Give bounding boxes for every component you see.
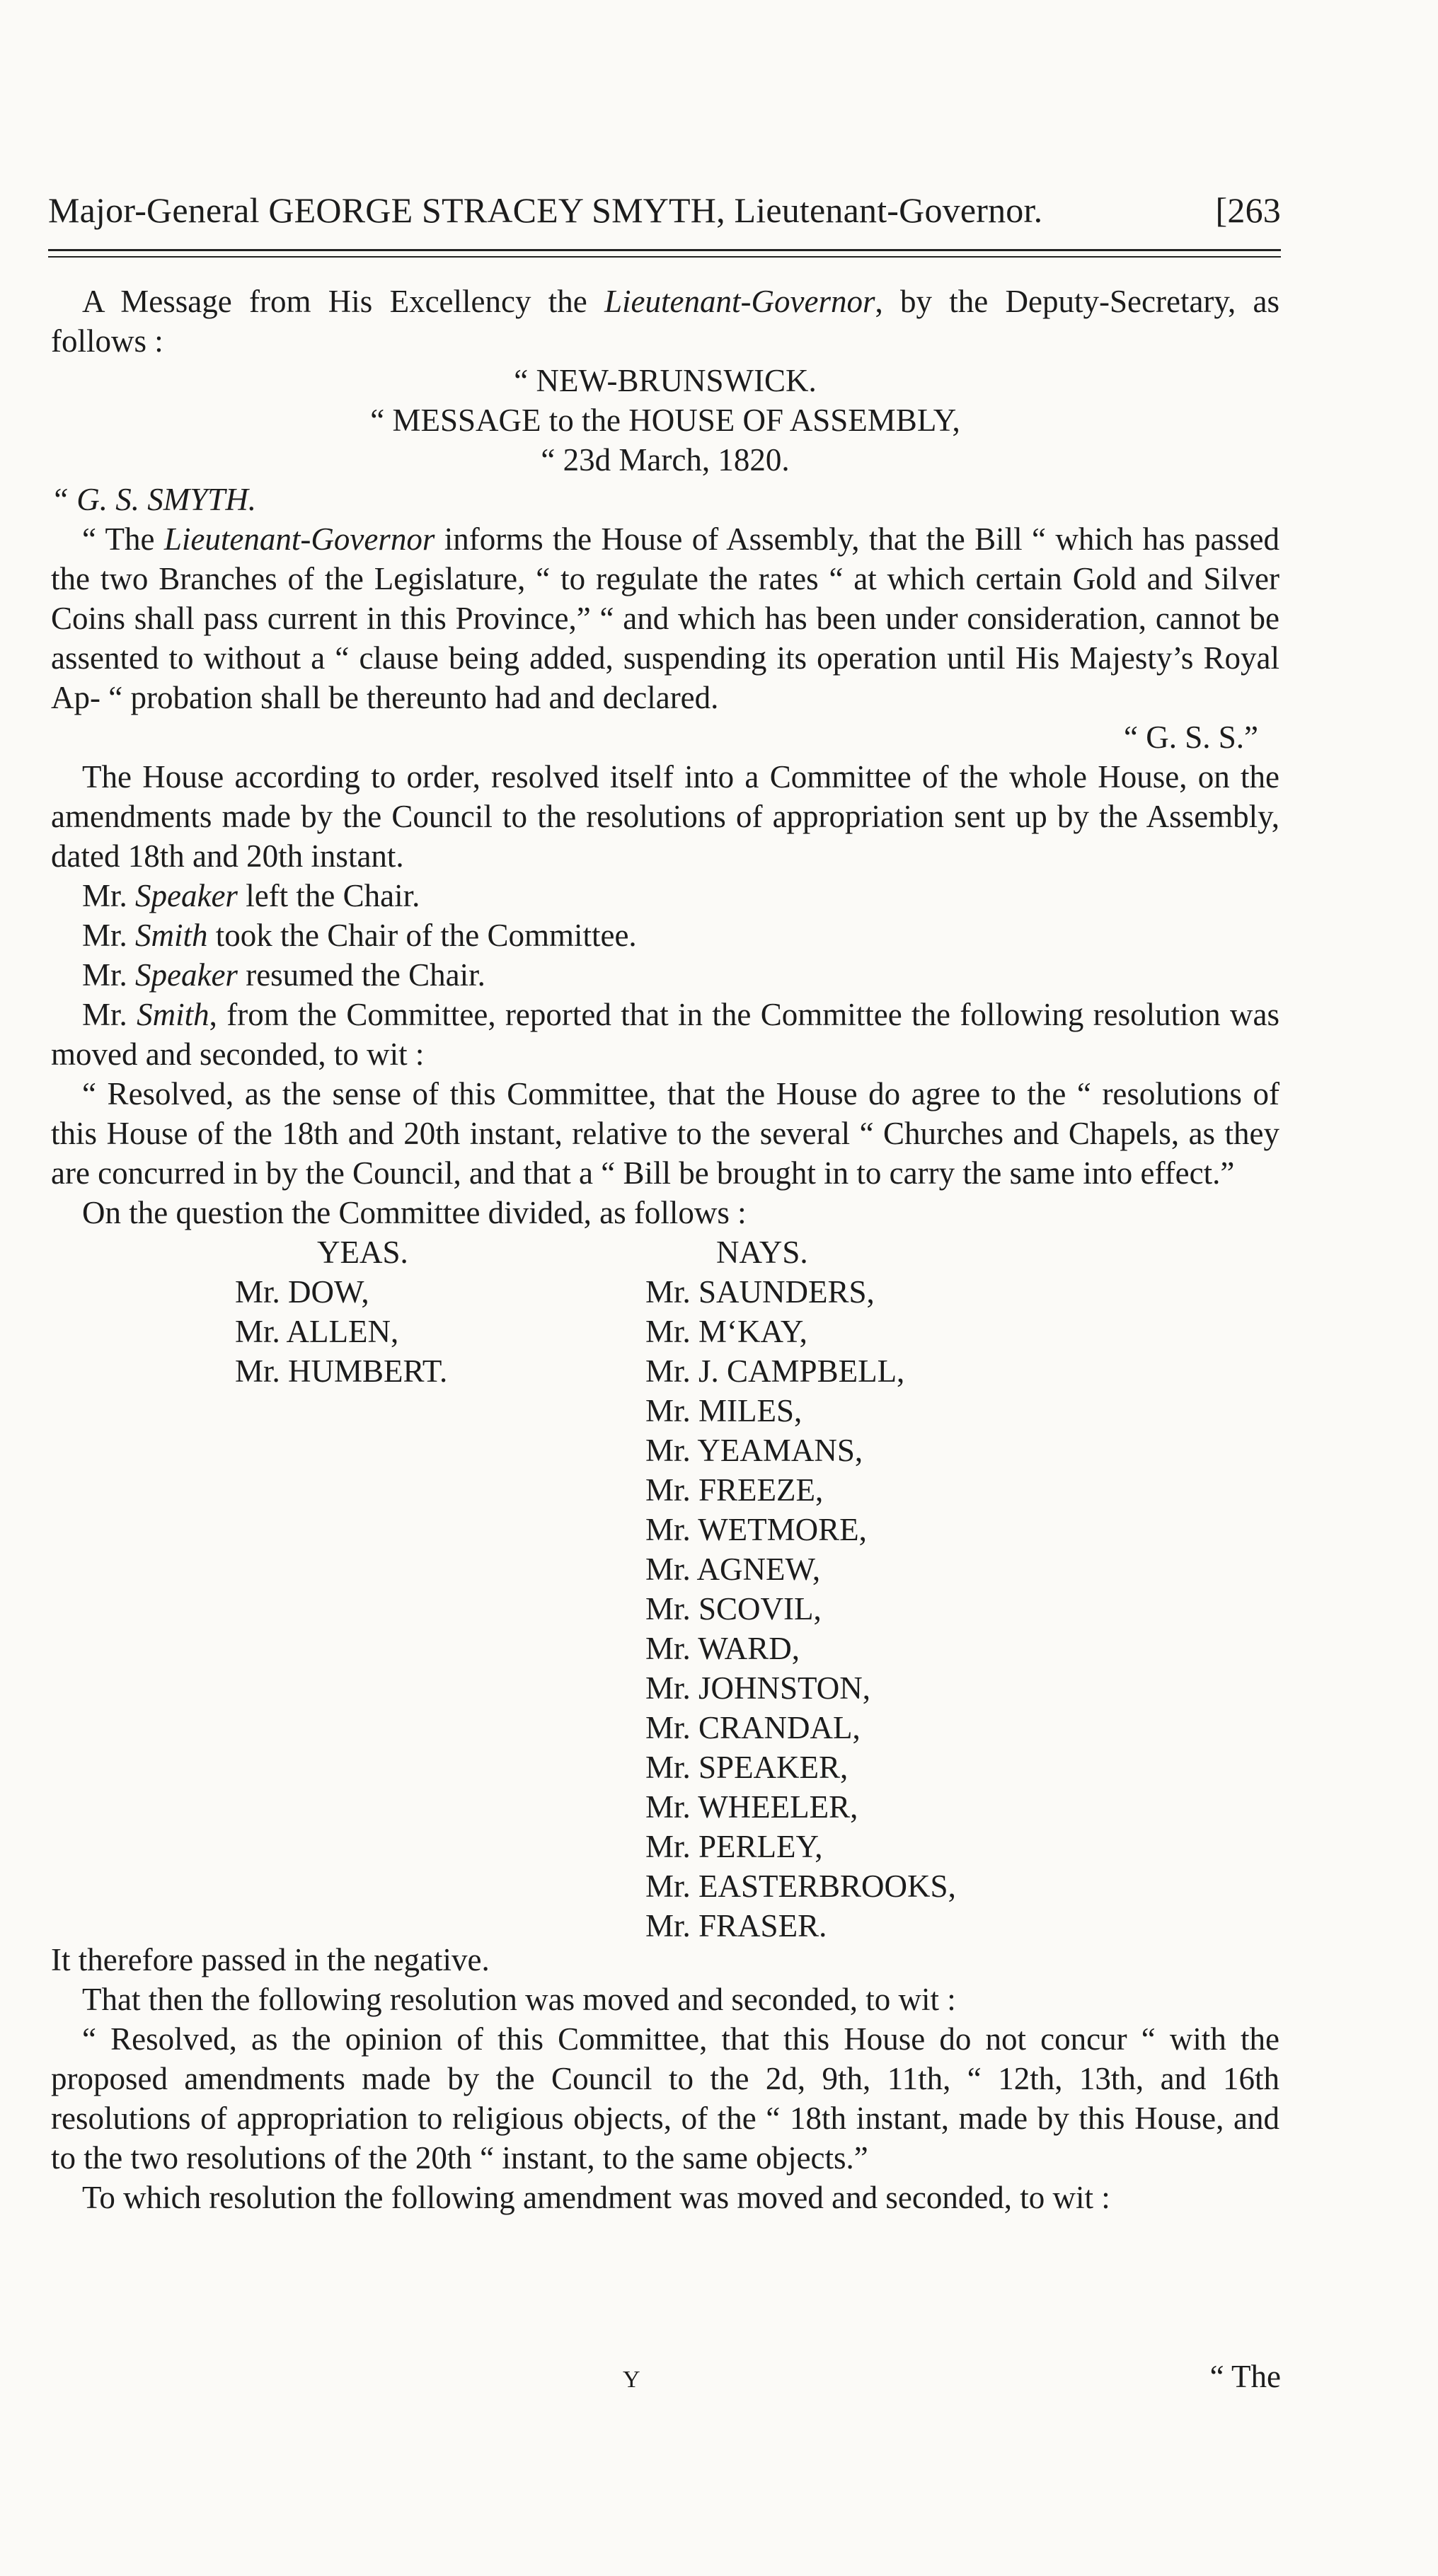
yea-name: Mr. ALLEN, (235, 1314, 399, 1349)
message-intro: A Message from His Excellency the Lieutenant-Governor, by the Deputy-Secretary, as follows : (51, 284, 1279, 359)
message-title: “ MESSAGE to the HOUSE OF ASSEMBLY, (370, 403, 960, 438)
signature-mark: Y (623, 2367, 640, 2393)
yea-name: Mr. HUMBERT. (235, 1353, 448, 1389)
yeas-column (235, 1232, 447, 1391)
nay-name: Mr. M‘KAY, (645, 1314, 807, 1349)
page-number: [263 (1215, 190, 1281, 230)
nay-name: Mr. FREEZE, (645, 1472, 824, 1508)
message-initials: “ G. S. S.” (1124, 720, 1258, 755)
resolution-quote: “ Resolved, as the sense of this Committee, that the House do agree to the “ resolutions of this House of the 18th and 20th instant, relative to the several “ Churches and Chapels, as they are concurred in by the Council, and that a “ Bill be brought in to carry the same into effect.” (51, 1076, 1279, 1191)
nay-name: Mr. SAUNDERS, (645, 1274, 875, 1310)
paragraph-smith-chair: Mr. Smith took the Chair of the Committee. (82, 918, 637, 953)
header-rule (48, 249, 1281, 251)
running-head (48, 190, 1281, 231)
nay-name: Mr. AGNEW, (645, 1552, 821, 1587)
document-body (51, 282, 1279, 2217)
header-rule-secondary (48, 256, 1281, 258)
nay-name: Mr. JOHNSTON, (645, 1670, 870, 1706)
running-head-title: Major-General GEORGE STRACEY SMYTH, Lieutenant-Governor. (48, 190, 1043, 230)
nay-name: Mr. WETMORE, (645, 1512, 867, 1547)
resolution-quote-second: “ Resolved, as the opinion of this Committee, that this House do not concur “ with the proposed amendments made by the Council to the 2d, 9th, 11th, “ 12th, 13th, and 16th resolutions of appropriation to religious objects, of the “ 18th instant, made by this House, and to the two resolutions of the 20th “ instant, to the same objects.” (51, 2021, 1279, 2176)
paragraph-negative: It therefore passed in the negative. (51, 1942, 490, 1977)
message-text: “ The Lieutenant-Governor informs the House of Assembly, that the Bill “ which has passed the two Branches of the Legislature, “ to regulate the rates “ at which certain Gold and Silver Coins shall pass current in this Province,” “ and which has been under consideration, cannot be assented to without a “ clause being added, suspending its operation until His Majesty’s Royal Ap- “ probation shall be thereunto had and declared. (51, 521, 1280, 715)
paragraph-following-resolution: That then the following resolution was moved and seconded, to wit : (82, 1982, 956, 2017)
yea-name: Mr. DOW, (235, 1274, 369, 1310)
nay-name: Mr. J. CAMPBELL, (645, 1353, 905, 1389)
nay-name: Mr. WHEELER, (645, 1789, 858, 1825)
paragraph-division: On the question the Committee divided, as follows : (82, 1195, 747, 1230)
nay-name: Mr. MILES, (645, 1393, 803, 1428)
nay-name: Mr. YEAMANS, (645, 1433, 863, 1468)
paragraph-amendment: To which resolution the following amendment was moved and seconded, to wit : (82, 2180, 1110, 2215)
paragraph-speaker-left: Mr. Speaker left the Chair. (82, 878, 420, 913)
nay-name: Mr. CRANDAL, (645, 1710, 861, 1745)
message-signature: “ G. S. SMYTH. (51, 482, 257, 517)
paragraph-speaker-resumed: Mr. Speaker resumed the Chair. (82, 957, 485, 993)
nay-name: Mr. SPEAKER, (645, 1750, 849, 1785)
nay-name: Mr. WARD, (645, 1631, 800, 1666)
nay-name: Mr. FRASER. (645, 1908, 827, 1943)
yeas-heading: YEAS. (317, 1235, 408, 1270)
nay-name: Mr. PERLEY, (645, 1829, 823, 1864)
nay-name: Mr. SCOVIL, (645, 1591, 822, 1627)
message-place: “ NEW-BRUNSWICK. (514, 363, 817, 398)
nays-column (645, 1232, 956, 1946)
paragraph-committee: The House according to order, resolved itself into a Committee of the whole House, on the amendments made by the Council to the resolutions of appropriation sent up by the Assembly, dated 18th and 20th instant. (51, 759, 1279, 874)
vote-division (51, 1232, 1279, 1943)
nays-heading: NAYS. (716, 1235, 808, 1270)
message-date: “ 23d March, 1820. (541, 442, 790, 478)
paragraph-report: Mr. Smith, from the Committee, reported that in the Committee the following resolution was moved and seconded, to wit : (51, 997, 1280, 1072)
nay-name: Mr. EASTERBROOKS, (645, 1869, 956, 1904)
catchword: “ The (1209, 2359, 1281, 2394)
